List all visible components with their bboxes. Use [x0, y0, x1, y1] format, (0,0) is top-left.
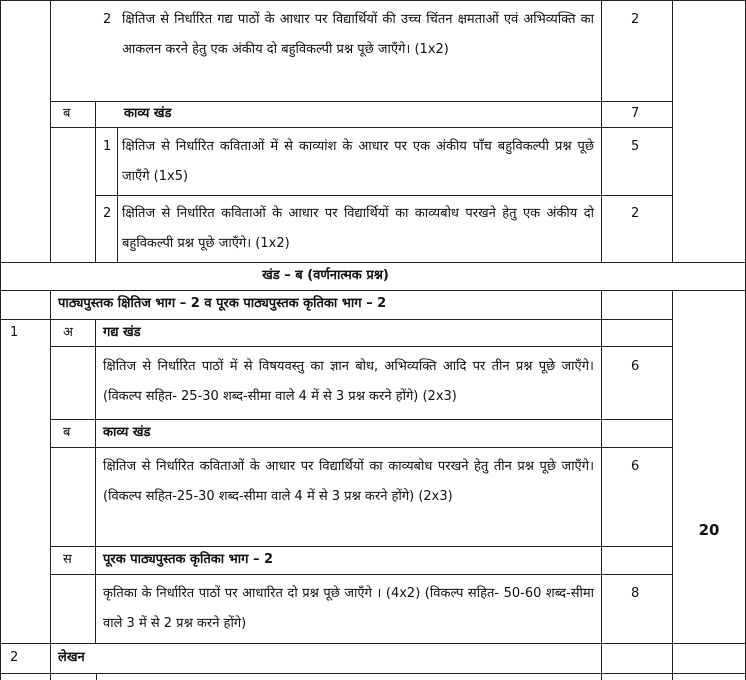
col-rule: [96, 673, 97, 680]
section-letter: अ: [63, 325, 73, 340]
part-heading: खंड – ब (वर्णनात्मक प्रश्न): [262, 268, 389, 283]
section-title: गद्य खंड: [103, 325, 141, 340]
item-number: 2: [103, 12, 112, 27]
question-number: 2: [10, 650, 19, 665]
col-rule: [95, 101, 96, 262]
col-rule: [601, 0, 602, 262]
row-rule: [50, 546, 672, 547]
item-number: 1: [103, 139, 112, 154]
item-marks: 2: [631, 206, 640, 221]
item-marks: 2: [631, 12, 640, 27]
col-rule: [50, 290, 51, 680]
item-description: क्षितिज से निर्धारित गद्य पाठों के आधार पर विद्यार्थियों की उच्च चिंतन क्षमताओं एवं अभिव्यक्ति का आकलन करने हेतु एक अंकीय दो बहुविकल्पी प्रश्न पूछे जाएँगे। (1x2): [122, 12, 594, 57]
col-rule: [117, 127, 118, 262]
item-description: कृतिका के निर्धारित पाठों पर आधारित दो प्रश्न पूछे जाएँगे । (4x2) (विकल्प सहित- 50-60 शब्द-सीमा वाले 3 में से 2 प्रश्न करने होंगे): [103, 586, 594, 631]
row-rule: [50, 101, 672, 102]
item-marks: 5: [631, 139, 640, 154]
row-rule: [50, 127, 672, 128]
row-rule: [0, 290, 746, 291]
item-marks: 6: [631, 359, 640, 374]
row-rule: [0, 0, 746, 1]
col-rule: [95, 319, 96, 643]
question-number: 1: [10, 325, 19, 340]
col-rule: [672, 290, 673, 680]
section-letter: ब: [63, 106, 71, 121]
row-rule: [50, 574, 672, 575]
section-title: लेखन: [58, 650, 85, 665]
row-rule: [0, 319, 672, 320]
row-rule: [96, 195, 672, 196]
row-rule: [0, 643, 746, 644]
row-rule: [50, 419, 672, 420]
section-letter: स: [63, 552, 72, 567]
section-title: काव्य खंड: [103, 425, 151, 440]
col-rule: [0, 0, 1, 680]
section-title: पूरक पाठ्यपुस्तक कृतिका भाग – 2: [103, 552, 274, 567]
item-number: 2: [103, 206, 112, 221]
total-marks: 20: [698, 521, 720, 539]
textbook-heading: पाठ्यपुस्तक क्षितिज भाग – 2 व पूरक पाठ्यपुस्तक कृतिका भाग – 2: [58, 296, 387, 311]
item-description: क्षितिज से निर्धारित कविताओं के आधार पर विद्यार्थियों का काव्यबोध परखने हेतु एक अंकीय दो बहुविकल्पी प्रश्न पूछे जाएँगे। (1x2): [122, 206, 594, 251]
row-rule: [0, 262, 746, 263]
item-description: क्षितिज से निर्धारित कविताओं में से काव्यांश के आधार पर एक अंकीय पाँच बहुविकल्पी प्रश्न पूछे जाएँगे (1x5): [122, 139, 594, 184]
item-marks: 6: [631, 459, 640, 474]
row-rule: [50, 447, 672, 448]
item-marks: 8: [631, 586, 640, 601]
row-rule: [0, 673, 746, 674]
col-rule: [50, 0, 51, 262]
item-description: क्षितिज से निर्धारित कविताओं के आधार पर विद्यार्थियों का काव्यबोध परखने हेतु तीन प्रश्न पूछे जाएँगे। (विकल्प सहित-25-30 शब्द-सीमा वाले 4 में से 3 प्रश्न करने होंगे) (2x3): [103, 459, 594, 504]
item-description: क्षितिज से निर्धारित पाठों में से विषयवस्तु का ज्ञान बोध, अभिव्यक्ति आदि पर तीन प्रश्न पूछे जाएँगे।(विकल्प सहित- 25-30 शब्द-सीमा वाले 4 में से 3 प्रश्न करने होंगे) (2x3): [103, 359, 594, 404]
section-letter: ब: [63, 425, 71, 440]
row-rule: [50, 346, 672, 347]
section-title: काव्य खंड: [124, 106, 172, 121]
col-rule: [601, 290, 602, 680]
col-rule: [672, 0, 673, 262]
section-marks: 7: [631, 106, 640, 121]
